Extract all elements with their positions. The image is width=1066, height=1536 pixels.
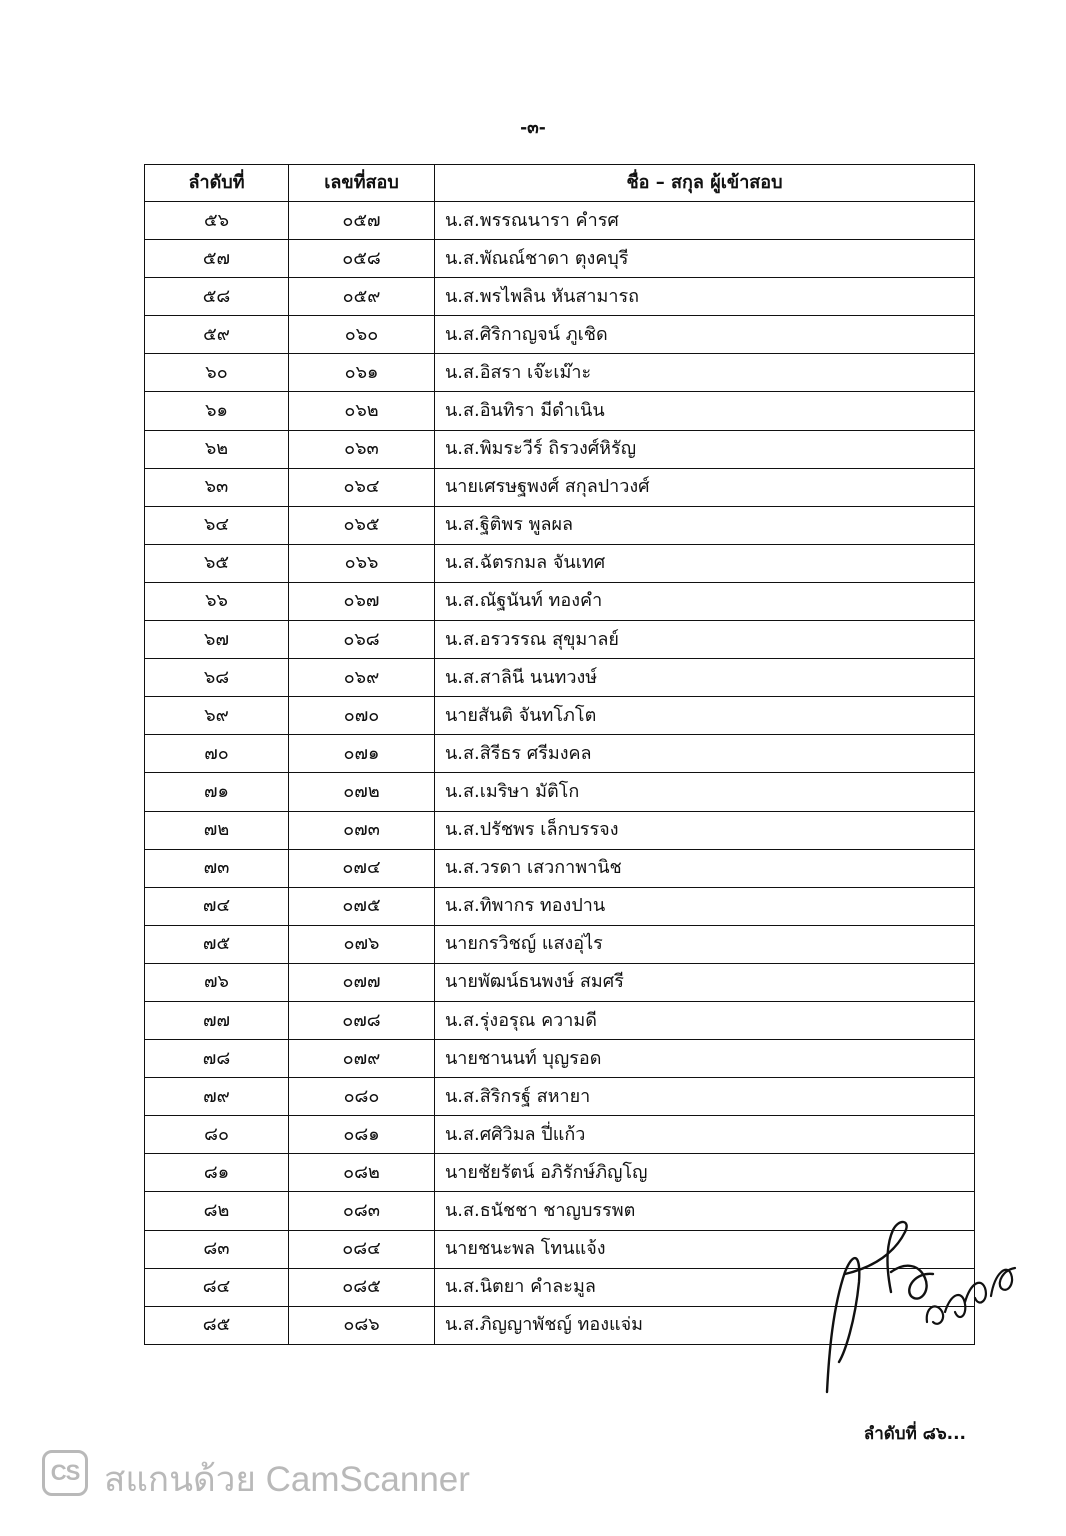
order-number-cell: ๖๕ bbox=[145, 544, 289, 582]
exam-number-cell: ๐๕๗ bbox=[289, 202, 435, 240]
exam-number-cell: ๐๕๘ bbox=[289, 240, 435, 278]
candidate-name-cell: น.ส.ทิพากร ทองปาน bbox=[435, 887, 975, 925]
table-row bbox=[145, 1116, 975, 1154]
candidate-name-cell: น.ส.ฉัตรกมล จันเทศ bbox=[435, 544, 975, 582]
candidate-name-cell: น.ส.อิสรา เจ๊ะเม๊าะ bbox=[435, 354, 975, 392]
candidate-name-cell: น.ส.ภิญญาพัชญ์ ทองแจ่ม bbox=[435, 1306, 975, 1344]
candidate-name-cell: น.ส.อรวรรณ สุขุมาลย์ bbox=[435, 621, 975, 659]
candidate-name-cell: นายเศรษฐพงศ์ สกุลปาวงศ์ bbox=[435, 468, 975, 506]
exam-number-cell: ๐๖๑ bbox=[289, 354, 435, 392]
camscanner-logo: CS bbox=[42, 1450, 88, 1496]
order-number-cell: ๕๙ bbox=[145, 316, 289, 354]
table-row bbox=[145, 582, 975, 620]
exam-number-cell: ๐๖๕ bbox=[289, 506, 435, 544]
page-number: -๓- bbox=[520, 118, 546, 138]
table-row bbox=[145, 202, 975, 240]
order-number-cell: ๗๙ bbox=[145, 1078, 289, 1116]
exam-number-cell: ๐๖๙ bbox=[289, 659, 435, 697]
exam-number-cell: ๐๗๑ bbox=[289, 735, 435, 773]
continuation-note: ลำดับที่ ๘๖... bbox=[863, 1424, 966, 1444]
exam-number-cell: ๐๗๘ bbox=[289, 1001, 435, 1039]
candidate-name-cell: น.ส.ณัฐนันท์ ทองคำ bbox=[435, 582, 975, 620]
exam-number-cell: ๐๖๖ bbox=[289, 544, 435, 582]
exam-number-cell: ๐๗๖ bbox=[289, 925, 435, 963]
exam-number-cell: ๐๗๙ bbox=[289, 1040, 435, 1078]
candidate-name-cell: น.ส.พรไพลิน หันสามารถ bbox=[435, 278, 975, 316]
candidate-name-cell: น.ส.ศิริกาญจน์ ภูเชิด bbox=[435, 316, 975, 354]
candidate-name-cell: นายกรวิชญ์ แสงอุ่ไร bbox=[435, 925, 975, 963]
order-number-cell: ๗๒ bbox=[145, 811, 289, 849]
order-number-cell: ๗๗ bbox=[145, 1001, 289, 1039]
candidate-name-cell: น.ส.ศศิวิมล ปี่แก้ว bbox=[435, 1116, 975, 1154]
order-number-cell: ๖๓ bbox=[145, 468, 289, 506]
order-number-cell: ๗๔ bbox=[145, 887, 289, 925]
exam-number-cell: ๐๗๗ bbox=[289, 963, 435, 1001]
order-number-cell: ๖๐ bbox=[145, 354, 289, 392]
order-number-cell: ๖๔ bbox=[145, 506, 289, 544]
order-number-cell: ๖๒ bbox=[145, 430, 289, 468]
order-number-cell: ๘๔ bbox=[145, 1268, 289, 1306]
order-number-cell: ๖๘ bbox=[145, 659, 289, 697]
candidate-name-cell: น.ส.สิรีธร ศรีมงคล bbox=[435, 735, 975, 773]
table-row bbox=[145, 316, 975, 354]
table-row bbox=[145, 506, 975, 544]
candidate-name-cell: น.ส.พรรณนารา คำรศ bbox=[435, 202, 975, 240]
candidate-name-cell: น.ส.วรดา เสวกาพานิช bbox=[435, 849, 975, 887]
exam-number-cell: ๐๘๐ bbox=[289, 1078, 435, 1116]
order-number-cell: ๘๕ bbox=[145, 1306, 289, 1344]
table-row bbox=[145, 354, 975, 392]
exam-number-cell: ๐๖๘ bbox=[289, 621, 435, 659]
table-row bbox=[145, 1040, 975, 1078]
exam-number-cell: ๐๘๑ bbox=[289, 1116, 435, 1154]
candidate-name-cell: น.ส.เมริษา มัติโก bbox=[435, 773, 975, 811]
exam-number-cell: ๐๗๕ bbox=[289, 887, 435, 925]
order-number-cell: ๘๐ bbox=[145, 1116, 289, 1154]
table-row bbox=[145, 1001, 975, 1039]
order-number-cell: ๖๑ bbox=[145, 392, 289, 430]
table-row bbox=[145, 240, 975, 278]
candidate-name-cell: น.ส.นิตยา คำละมูล bbox=[435, 1268, 975, 1306]
candidate-name-cell: น.ส.ธนัชชา ชาญบรรพต bbox=[435, 1192, 975, 1230]
candidate-name-cell: น.ส.สิริกรฐ์ สหายา bbox=[435, 1078, 975, 1116]
order-number-cell: ๗๕ bbox=[145, 925, 289, 963]
exam-number-cell: ๐๘๖ bbox=[289, 1306, 435, 1344]
order-number-cell: ๗๓ bbox=[145, 849, 289, 887]
order-number-cell: ๕๖ bbox=[145, 202, 289, 240]
candidate-name-cell: น.ส.ปรัชพร เล็กบรรจง bbox=[435, 811, 975, 849]
exam-number-cell: ๐๗๐ bbox=[289, 697, 435, 735]
table-row bbox=[145, 773, 975, 811]
table-row bbox=[145, 1078, 975, 1116]
exam-number-cell: ๐๖๒ bbox=[289, 392, 435, 430]
candidate-name-cell: น.ส.ฐิติพร พูลผล bbox=[435, 506, 975, 544]
table-row bbox=[145, 1154, 975, 1192]
order-number-cell: ๗๐ bbox=[145, 735, 289, 773]
header-exam-number: เลขที่สอบ bbox=[289, 165, 435, 202]
exam-number-cell: ๐๖๗ bbox=[289, 582, 435, 620]
exam-number-cell: ๐๗๓ bbox=[289, 811, 435, 849]
table-row bbox=[145, 430, 975, 468]
order-number-cell: ๗๖ bbox=[145, 963, 289, 1001]
camscanner-watermark-text: สแกนด้วย CamScanner bbox=[104, 1460, 470, 1499]
exam-number-cell: ๐๗๔ bbox=[289, 849, 435, 887]
table-row bbox=[145, 697, 975, 735]
table-row bbox=[145, 925, 975, 963]
exam-number-cell: ๐๗๒ bbox=[289, 773, 435, 811]
exam-number-cell: ๐๘๒ bbox=[289, 1154, 435, 1192]
table-row bbox=[145, 544, 975, 582]
candidate-name-cell: นายชานนท์ บุญรอด bbox=[435, 1040, 975, 1078]
candidate-name-cell: น.ส.พิมระวีร์ ถิรวงศ์หิรัญ bbox=[435, 430, 975, 468]
header-order-number: ลำดับที่ bbox=[145, 165, 289, 202]
candidate-name-cell: นายสันติ จันทโภโต bbox=[435, 697, 975, 735]
order-number-cell: ๕๗ bbox=[145, 240, 289, 278]
exam-roster-table bbox=[144, 164, 975, 1345]
candidate-name-cell: นายชัยรัตน์ อภิรักษ์ภิญโญ bbox=[435, 1154, 975, 1192]
exam-number-cell: ๐๖๓ bbox=[289, 430, 435, 468]
candidate-name-cell: น.ส.สาลินี นนทวงษ์ bbox=[435, 659, 975, 697]
table-row bbox=[145, 963, 975, 1001]
exam-number-cell: ๐๘๔ bbox=[289, 1230, 435, 1268]
handwritten-signature bbox=[815, 1212, 1025, 1408]
candidate-name-cell: น.ส.พัณณ์ชาดา ตุงคบุรี bbox=[435, 240, 975, 278]
table-row bbox=[145, 392, 975, 430]
order-number-cell: ๕๘ bbox=[145, 278, 289, 316]
table-row bbox=[145, 621, 975, 659]
candidate-name-cell: น.ส.รุ่งอรุณ ความดี bbox=[435, 1001, 975, 1039]
order-number-cell: ๘๑ bbox=[145, 1154, 289, 1192]
table-header-row bbox=[145, 165, 975, 202]
table-row bbox=[145, 811, 975, 849]
candidate-name-cell: นายชนะพล โทนแจ้ง bbox=[435, 1230, 975, 1268]
candidate-name-cell: น.ส.อินทิรา มีดำเนิน bbox=[435, 392, 975, 430]
table-row bbox=[145, 849, 975, 887]
table-body bbox=[145, 202, 975, 1345]
table-row bbox=[145, 278, 975, 316]
order-number-cell: ๖๙ bbox=[145, 697, 289, 735]
exam-number-cell: ๐๘๓ bbox=[289, 1192, 435, 1230]
table-row bbox=[145, 735, 975, 773]
order-number-cell: ๖๗ bbox=[145, 621, 289, 659]
table-row bbox=[145, 887, 975, 925]
order-number-cell: ๗๘ bbox=[145, 1040, 289, 1078]
exam-number-cell: ๐๘๕ bbox=[289, 1268, 435, 1306]
order-number-cell: ๖๖ bbox=[145, 582, 289, 620]
order-number-cell: ๗๑ bbox=[145, 773, 289, 811]
exam-number-cell: ๐๕๙ bbox=[289, 278, 435, 316]
exam-number-cell: ๐๖๐ bbox=[289, 316, 435, 354]
table-row bbox=[145, 659, 975, 697]
exam-number-cell: ๐๖๔ bbox=[289, 468, 435, 506]
order-number-cell: ๘๒ bbox=[145, 1192, 289, 1230]
candidate-name-cell: นายพัฒน์ธนพงษ์ สมศรี bbox=[435, 963, 975, 1001]
table-row bbox=[145, 468, 975, 506]
order-number-cell: ๘๓ bbox=[145, 1230, 289, 1268]
header-candidate-name: ชื่อ – สกุล ผู้เข้าสอบ bbox=[435, 165, 975, 202]
